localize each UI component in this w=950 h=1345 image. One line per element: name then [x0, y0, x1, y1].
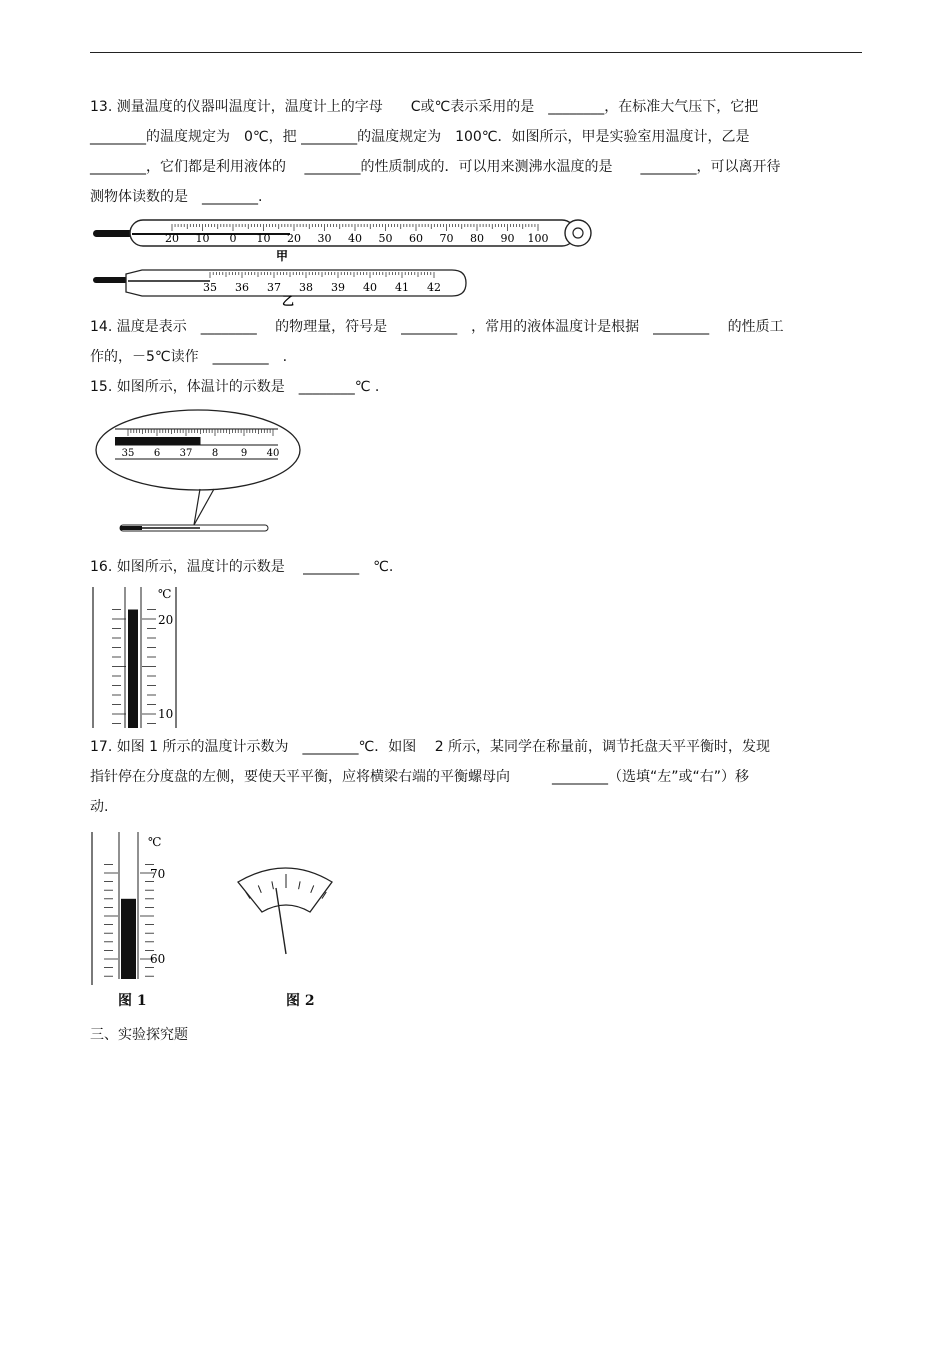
scale-label: 41 — [395, 281, 409, 294]
scale-label: 20 — [165, 232, 179, 245]
thermometer-q17-figure — [86, 829, 186, 987]
scale-label: 8 — [211, 448, 219, 459]
scale-label: 42 — [427, 281, 441, 294]
fig1-caption: 图 1 — [118, 993, 147, 1009]
scale-label: 9 — [240, 448, 248, 459]
fig2-caption: 图 2 — [286, 993, 315, 1009]
q17-liquid-column — [121, 899, 136, 979]
scale-label: 37 — [179, 448, 193, 459]
fig-jia-label: 甲 — [275, 249, 289, 263]
mercury-column — [115, 437, 201, 445]
clinical-thermometer-zoom-figure — [90, 405, 320, 540]
q17-line-1: 17. 如图 1 所示的温度计示数为 ________℃．如图 2 所示，某同学在称量前，调节托盘天平平衡时，发现 — [90, 739, 771, 755]
scale-label: 40 — [348, 232, 362, 245]
q17-unit: ℃ — [148, 835, 162, 849]
scale-label: 37 — [267, 281, 281, 294]
scale-label: 80 — [470, 232, 484, 245]
scale-label: 6 — [153, 448, 161, 459]
q14-line-1: 14. 温度是表示 ________ 的物理量，符号是 ________ ，常用的液体温度计是根据 ________ 的性质工 — [90, 319, 784, 335]
q14-line-2: 作的，－5℃读作 ________ . — [90, 349, 288, 365]
scale-label: 10 — [256, 232, 271, 245]
q16-top-label: 20 — [158, 613, 174, 627]
q17-bottom-label: 60 — [150, 952, 166, 966]
q13-line-1: 13. 测量温度的仪器叫温度计，温度计上的字母 C或℃表示采用的是 ________，在标准大气压下，它把 — [90, 99, 759, 115]
q13-line-3: ________，它们都是利用液体的 ________的性质制成的．可以用来测沸水温度的是 ________，可以离开待 — [90, 159, 781, 175]
q16-unit: ℃ — [158, 587, 172, 601]
balance-dial-figure — [234, 860, 338, 960]
scale-label: 36 — [235, 281, 249, 294]
q17-top-label: 70 — [150, 867, 166, 881]
header-rule — [90, 52, 862, 53]
scale-label: 40 — [266, 448, 280, 459]
q16-bottom-label: 10 — [158, 707, 174, 721]
q15-line-1: 15. 如图所示，体温计的示数是 ________℃ . — [90, 379, 380, 395]
lab-thermometer-figure — [90, 214, 600, 266]
scale-label: 0 — [229, 232, 237, 245]
q13-line-4: 测物体读数的是 ________. — [90, 189, 263, 205]
scale-label: 30 — [317, 232, 332, 245]
scale-label: 90 — [500, 232, 515, 245]
scale-label: 40 — [363, 281, 377, 294]
thermometer-q16-figure — [88, 584, 198, 730]
q17-line-2: 指针停在分度盘的左侧，要使天平平衡，应将横梁右端的平衡螺母向 ________（选填“左”或“右”）移 — [90, 769, 750, 785]
fig-yi-label: 乙 — [281, 294, 295, 308]
scale-label: 20 — [287, 232, 301, 245]
scale-label: 10 — [195, 232, 210, 245]
scale-label: 35 — [203, 281, 217, 294]
scale-label: 39 — [331, 281, 345, 294]
scale-label: 35 — [121, 448, 135, 459]
scale-label: 100 — [527, 232, 549, 245]
clinical-thermometer-figure — [90, 264, 480, 308]
scale-label: 70 — [439, 232, 454, 245]
scale-label: 50 — [378, 232, 393, 245]
scale-label: 38 — [299, 281, 313, 294]
q16-line-1: 16. 如图所示，温度计的示数是 ________ ℃. — [90, 559, 394, 575]
q13-line-2: ________的温度规定为 0℃，把 ________的温度规定为 100℃．如图所示，甲是实验室用温度计，乙是 — [90, 129, 750, 145]
q17-line-3: 动. — [90, 799, 109, 815]
section-3-heading: 三、实验探究题 — [90, 1027, 188, 1043]
q16-liquid-column — [128, 610, 138, 729]
scale-label: 60 — [409, 232, 423, 245]
